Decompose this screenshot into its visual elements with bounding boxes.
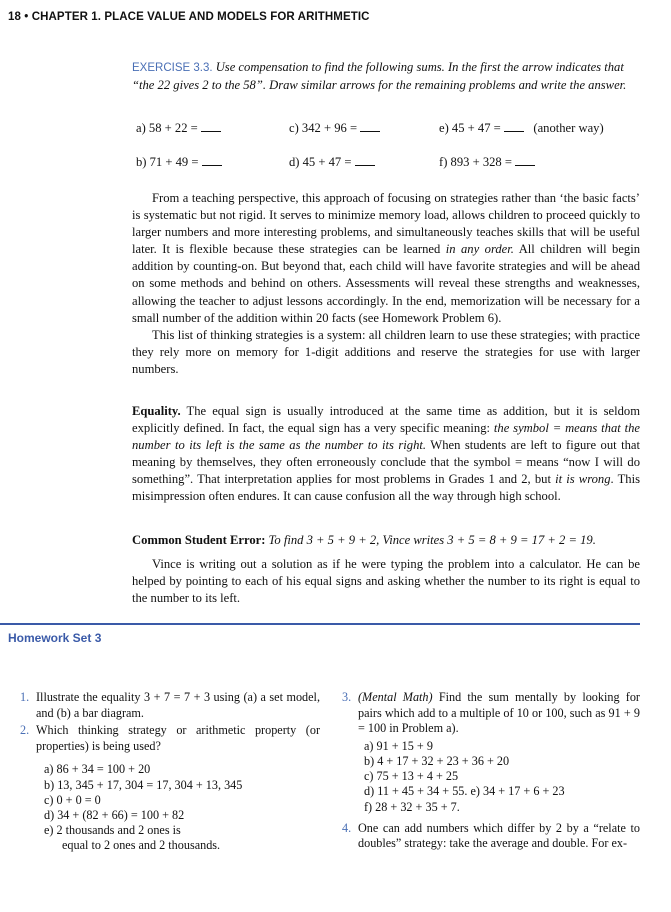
common-error-section [132, 532, 640, 607]
problem-1 [20, 690, 320, 721]
problem-1-number: 1. [20, 690, 30, 704]
problem-2-part: a) 86 + 34 = 100 + 20 [44, 762, 151, 777]
problem-e [439, 121, 604, 136]
answer-blank [355, 155, 375, 166]
exercise-instructions: Use compensation to find the following sums. In the first the arrow indicates that “the 22 gives 2 to the 58”. Draw similar arrows for the remaining problems and write the answer. [132, 60, 627, 92]
homework-divider [0, 623, 640, 625]
problem-d-text: d) 45 + 47 = [289, 155, 355, 169]
para1-text: From a teaching perspective, this approach of focusing on strategies rather than ‘the basic facts’ is systematic but not rigid. It serves to minimize memory load, allows children to proceed quickly to larger numbers and more interesting problems, and simultaneously teaches skills that will be useful later. It is flexible because these strategies can be learned [132, 191, 640, 257]
equality-section [132, 403, 640, 506]
exercise-label: EXERCISE 3.3. [132, 62, 213, 74]
problem-3-text: Find the sum mentally by looking for pairs which add to a multiple of 10 or 100, such as 91 + 9 = 100 in Problem a). [358, 690, 640, 736]
common-error-line [132, 532, 640, 549]
answer-blank [360, 121, 380, 132]
problem-f-text: f) 893 + 328 = [439, 155, 516, 169]
equality-text-1: The equal sign is usually introduced at the same time as addition, but it is seldom explicitly defined. In fact, the equal sign has a very specific meaning: [132, 404, 640, 436]
problem-e-text: e) 45 + 47 = [439, 121, 504, 135]
answer-blank [515, 155, 535, 166]
equality-italic-1: the symbol = means that the number to its left is the same as the number to its right. [132, 421, 640, 453]
problem-2-part: e) 2 thousands and 2 ones is [44, 823, 181, 838]
exercise-block [132, 59, 640, 94]
equality-heading: Equality. [132, 404, 181, 418]
paragraph-vince: Vince is writing out a solution as if he were typing the problem into a calculator. He can be helped by pointing to each of his equal signs and asking whether the number to its right is equal to the number to its left. [132, 557, 640, 606]
body-text [132, 190, 640, 378]
problem-b [136, 155, 222, 170]
paragraph-teaching-perspective [132, 190, 640, 327]
problem-row [136, 155, 640, 173]
problem-3-part: b) 4 + 17 + 32 + 23 + 36 + 20 [364, 753, 510, 768]
problem-3-part: f) 28 + 32 + 35 + 7. [364, 799, 460, 814]
problem-3-part: d) 11 + 45 + 34 + 55. e) 34 + 17 + 6 + 23 [364, 784, 565, 799]
paragraph-thinking-strategies: This list of thinking strategies is a system: all children learn to use these strategies; with practice they rely more on memory for 1-digit additions and reserve the strategies for use with larger numbers. [132, 327, 640, 376]
problem-3 [342, 690, 640, 737]
homework-title: Homework Set 3 [8, 631, 102, 645]
problem-2-number: 2. [20, 723, 30, 738]
problem-d [289, 155, 375, 170]
homework-right-column [342, 690, 640, 854]
problem-2 [20, 723, 320, 754]
common-error-heading: Common Student Error: [132, 533, 266, 547]
exercise-heading [132, 59, 640, 94]
paragraph-equality [132, 403, 640, 506]
problem-2-part: b) 13, 345 + 17, 304 = 17, 304 + 13, 345 [44, 777, 243, 792]
homework-left-column [20, 690, 320, 854]
problem-3-number: 3. [342, 690, 352, 704]
problem-c-text: c) 342 + 96 = [289, 121, 361, 135]
para1-end: All children will begin addition by counting-on. But beyond that, each child will have favorite strategies and will be ahead on some methods and behind on others. Assessments will reveal these strengths and weaknesses, allowing the teacher to adjust lessons accordingly. In the end, memorization will be necessary for a small number of the addition within 20 facts (see Homework Problem 6). [132, 242, 641, 325]
problem-3-parts [342, 739, 640, 815]
problem-row [136, 121, 640, 139]
answer-blank [201, 121, 221, 132]
problem-2-parts [20, 762, 320, 853]
problem-4-text: One can add numbers which differ by 2 by a “relate to doubles” strategy: take the average and double. For ex- [358, 820, 640, 851]
problem-f [439, 155, 535, 170]
problem-2-part-continued: equal to 2 ones and 2 thousands. [62, 838, 221, 853]
problem-2-text: Which thinking strategy or arithmetic property (or properties) is being used? [36, 723, 320, 753]
equality-text-2: When students are left to figure out that meaning by themselves, they often erroneously conclude that the symbol = means “now I will do something”. That interpretation applies for most problems in Grades 1 and 2, but [132, 438, 641, 487]
problem-a-text: a) 58 + 22 = [136, 121, 201, 135]
problem-2-part: c) 0 + 0 = 0 [44, 792, 101, 807]
problem-1-text: Illustrate the equality 3 + 7 = 7 + 3 using (a) a set model, and (b) a bar diagram. [36, 690, 320, 720]
answer-blank [202, 155, 222, 166]
para1-italic: in any order. [445, 242, 514, 257]
problem-3-part: c) 75 + 13 + 4 + 25 [364, 769, 459, 784]
problem-4-number: 4. [342, 820, 352, 835]
answer-blank [504, 121, 524, 132]
problem-4 [342, 821, 640, 852]
problem-3-heading: (Mental Math) [358, 690, 433, 704]
problem-3-part: a) 91 + 15 + 9 [364, 738, 433, 753]
running-head: 18 • CHAPTER 1. PLACE VALUE AND MODELS FOR ARITHMETIC [8, 11, 370, 23]
problem-b-text: b) 71 + 49 = [136, 155, 202, 169]
problem-2-part: d) 34 + (82 + 66) = 100 + 82 [44, 807, 185, 822]
equality-italic-2: it is wrong [555, 472, 611, 487]
common-error-text: To find 3 + 5 + 9 + 2, Vince writes 3 + 5 = 8 + 9 = 17 + 2 = 19. [265, 533, 596, 547]
problem-a [136, 121, 221, 136]
problem-e-note: (another way) [533, 121, 604, 135]
problem-c [289, 121, 380, 136]
equality-text-3: . This misimpression often endures. It can cause confusion all the way through high school. [132, 472, 640, 504]
